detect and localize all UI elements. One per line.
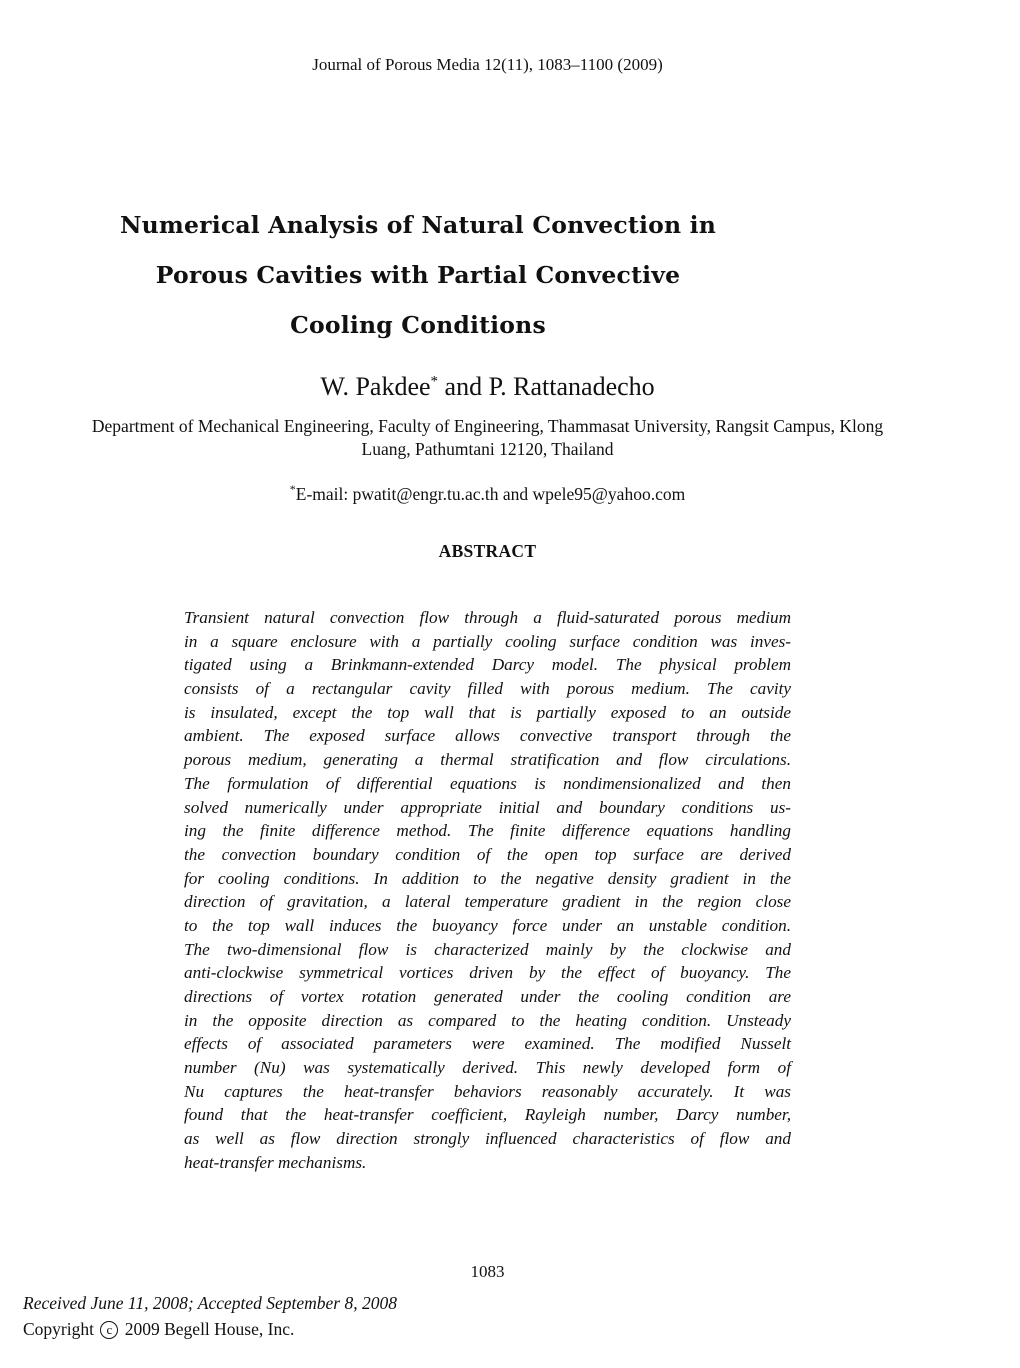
abstract-line: as well as flow direction strongly influenced characteristics of flow and: [184, 1129, 791, 1149]
affiliation-line: Department of Mechanical Engineering, Faculty of Engineering, Thammasat University, Rangsit Campus, Klong: [91, 416, 884, 436]
abstract-line: direction of gravitation, a lateral temperature gradient in the region close: [184, 892, 791, 912]
affiliation: [30, 415, 945, 461]
abstract-line: the convection boundary condition of the open top surface are derived: [184, 844, 791, 864]
abstract-line: is insulated, except the top wall that is partially exposed to an outside: [184, 702, 791, 722]
abstract-line: in a square enclosure with a partially cooling surface condition was inves-: [184, 631, 791, 651]
email-asterisk: *: [289, 482, 296, 496]
abstract-line: solved numerically under appropriate initial and boundary conditions us-: [184, 797, 791, 817]
corresponding-author-mark: *: [430, 373, 439, 390]
copyright-prefix: Copyright: [23, 1319, 94, 1339]
copyright-icon: c: [100, 1321, 118, 1339]
abstract-line: ing the finite difference method. The finite difference equations handling: [184, 821, 791, 841]
abstract-line: in the opposite direction as compared to the heating condition. Unsteady: [184, 1010, 791, 1030]
abstract-line: tigated using a Brinkmann-extended Darcy model. The physical problem: [184, 655, 791, 675]
abstract-line: heat-transfer mechanisms.: [184, 1152, 367, 1172]
page-number: 1083: [470, 1262, 505, 1281]
abstract-line: number (Nu) was systematically derived. This newly developed form of: [184, 1058, 791, 1078]
abstract-line: The formulation of differential equations is nondimensionalized and then: [184, 773, 791, 793]
abstract-line: The two-dimensional flow is characterized mainly by the clockwise and: [184, 939, 791, 959]
abstract-line: anti-clockwise symmetrical vortices driven by the effect of buoyancy. The: [184, 963, 791, 983]
affiliation-line: Luang, Pathumtani 12120, Thailand: [361, 439, 614, 459]
author-name: W. Pakdee: [320, 372, 431, 401]
title-line: Porous Cavities with Partial Convective: [155, 261, 681, 289]
abstract-line: porous medium, generating a thermal stratification and flow circulations.: [184, 750, 791, 770]
abstract-line: Nu captures the heat-transfer behaviors reasonably accurately. It was: [184, 1081, 791, 1101]
abstract-line: for cooling conditions. In addition to the negative density gradient in the: [184, 868, 791, 888]
author-connector: and: [438, 372, 489, 401]
running-head: Journal of Porous Media 12(11), 1083–1100 (2009): [312, 55, 663, 74]
abstract-line: found that the heat-transfer coefficient, Rayleigh number, Darcy number,: [184, 1105, 791, 1125]
abstract-line: consists of a rectangular cavity filled with porous medium. The cavity: [184, 679, 791, 699]
paper-title: [60, 200, 776, 350]
abstract-line: directions of vortex rotation generated under the cooling condition are: [184, 987, 791, 1006]
title-line: Numerical Analysis of Natural Convection in: [119, 211, 717, 239]
contact-email: [0, 482, 975, 505]
authors: [0, 372, 975, 402]
copyright-notice: [23, 1319, 294, 1340]
abstract-line: Transient natural convection flow through a fluid-saturated porous medium: [184, 608, 791, 627]
copyright-holder: 2009 Begell House, Inc.: [124, 1319, 295, 1339]
received-accepted-dates: Received June 11, 2008; Accepted September 8, 2008: [23, 1293, 397, 1313]
abstract-heading: ABSTRACT: [438, 541, 537, 561]
abstract-body: [184, 606, 791, 1175]
abstract-line: ambient. The exposed surface allows convective transport through the: [184, 726, 791, 746]
title-line: Cooling Conditions: [290, 311, 546, 339]
email-text: E-mail: pwatit@engr.tu.ac.th and wpele95@yahoo.com: [295, 483, 686, 504]
author-name: P. Rattanadecho: [488, 372, 655, 401]
abstract-line: effects of associated parameters were examined. The modified Nusselt: [184, 1034, 791, 1054]
abstract-line: to the top wall induces the buoyancy force under an unstable condition.: [184, 915, 791, 935]
